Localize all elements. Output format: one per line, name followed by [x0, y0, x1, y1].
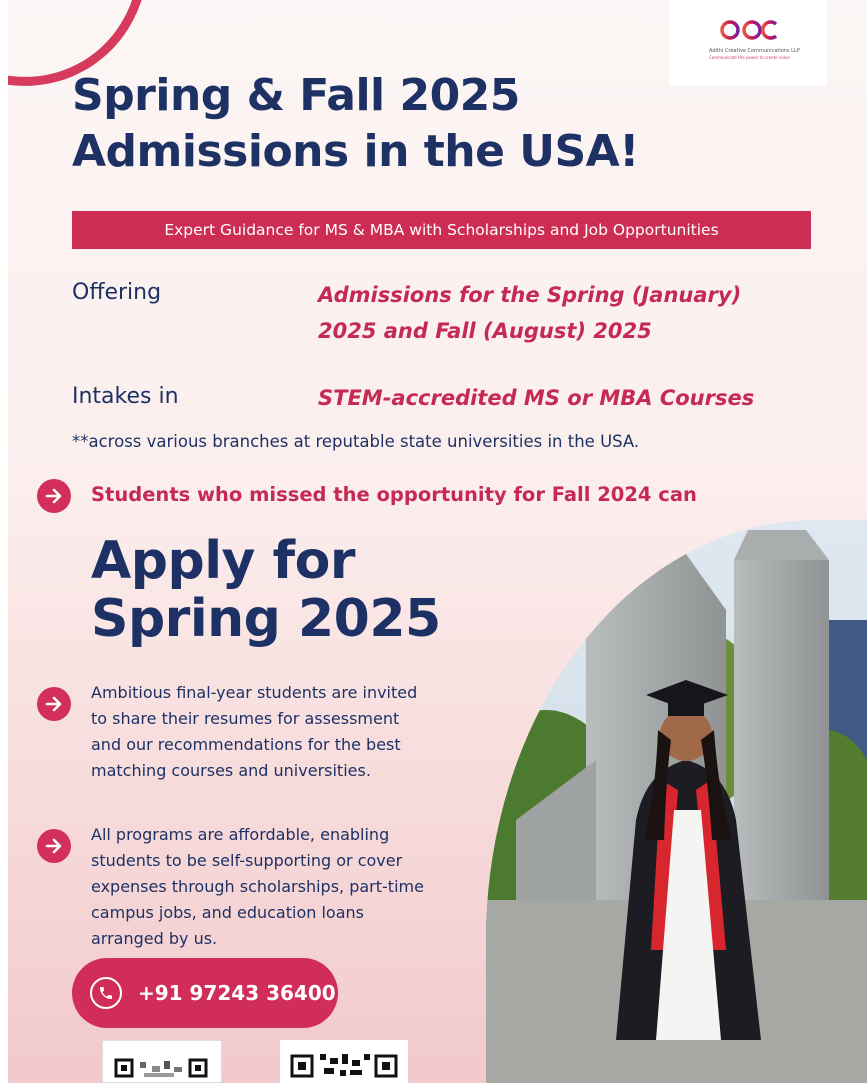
- bullet-line: Ambitious final-year students are invited: [91, 683, 418, 702]
- bullet-line: to share their resumes for assessment: [91, 709, 400, 728]
- headline-line-2: Admissions in the USA!: [72, 126, 639, 177]
- bullet-line: All programs are affordable, enabling: [91, 825, 390, 844]
- intakes-label: Intakes in: [72, 384, 179, 409]
- offering-label: Offering: [72, 280, 162, 305]
- logo-tagline: Communicate the power to create value: [709, 55, 790, 60]
- arrow-right-icon: [37, 479, 71, 513]
- logo: [669, 0, 827, 86]
- bullet-line: expenses through scholarships, part-time: [91, 877, 424, 896]
- bullet-affordable-programs: [91, 822, 491, 952]
- bullet-line: campus jobs, and education loans: [91, 903, 364, 922]
- logo-company-name: Adithi Creative Communications LLP: [709, 48, 800, 54]
- offering-value-line-2: 2025 and Fall (August) 2025: [318, 319, 652, 343]
- bullet-line: and our recommendations for the best: [91, 735, 401, 754]
- headline: [72, 68, 639, 180]
- apply-heading-line-2: Spring 2025: [91, 589, 441, 649]
- missed-opportunity-text: Students who missed the opportunity for Fall 2024 can: [91, 483, 697, 506]
- graduate-photo: [486, 520, 867, 1083]
- flyer: [8, 0, 867, 1083]
- apply-heading-line-1: Apply for: [91, 531, 356, 591]
- bullet-resume-assessment: [91, 680, 491, 784]
- intakes-value: STEM-accredited MS or MBA Courses: [318, 386, 755, 410]
- phone-icon: [90, 977, 122, 1009]
- apply-heading: [91, 532, 441, 648]
- graduate-photo-illustration: [486, 520, 867, 1083]
- arrow-right-icon: [37, 829, 71, 863]
- phone-number: +91 97243 36400: [138, 981, 336, 1005]
- bullet-line: arranged by us.: [91, 929, 218, 948]
- headline-line-1: Spring & Fall 2025: [72, 70, 520, 121]
- offering-value: [318, 277, 741, 349]
- qr-code-icon: [280, 1040, 408, 1083]
- abc-logo-icon: [719, 6, 779, 46]
- phone-call-button[interactable]: [72, 958, 338, 1028]
- guidance-banner: Expert Guidance for MS & MBA with Scholarships and Job Opportunities: [72, 211, 811, 249]
- bullet-line: students to be self-supporting or cover: [91, 851, 403, 870]
- universities-note: **across various branches at reputable state universities in the USA.: [72, 432, 640, 451]
- qr-code-icon: [102, 1040, 222, 1083]
- arrow-right-icon: [37, 687, 71, 721]
- offering-value-line-1: Admissions for the Spring (January): [318, 283, 742, 307]
- bullet-line: matching courses and universities.: [91, 761, 371, 780]
